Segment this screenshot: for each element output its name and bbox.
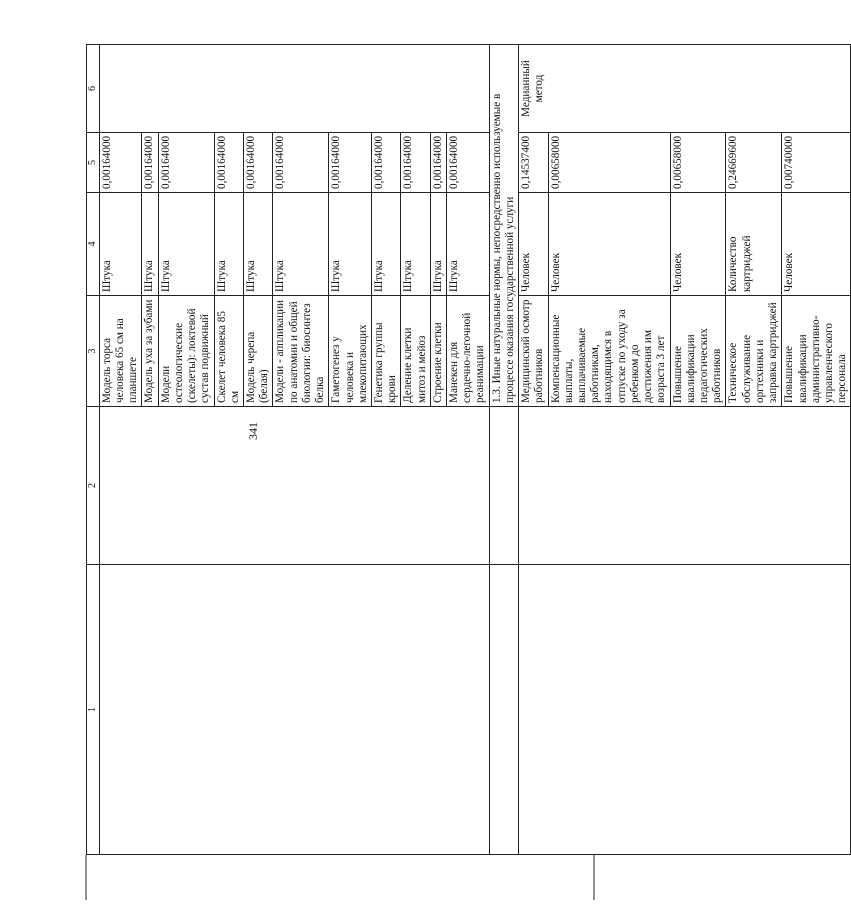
item-unit: Количество картриджей: [726, 193, 782, 296]
item-value: 0,00164000: [142, 133, 158, 193]
col6-cell: [99, 45, 489, 133]
item-name: Повышение квалификации педагогических работников: [670, 296, 726, 407]
column-header-1: 1: [87, 565, 100, 855]
column-header-2: 2: [87, 407, 100, 565]
section-col1-cell: [489, 565, 518, 855]
item-name: Гаметогенез у человека и млекопитающих: [329, 296, 372, 407]
item-name: Скелет человека 85 см: [214, 296, 243, 407]
item-value: 0,00164000: [371, 133, 400, 193]
item-name: Модель уха за зубами: [142, 296, 158, 407]
item-name: Модель черепа (белая): [243, 296, 272, 407]
item-unit: Человек: [670, 193, 726, 296]
section-title: 1.3. Иные натуральные нормы, непосредственно используемые в процессе оказания государственной услуги: [489, 45, 518, 407]
column-header-row: [87, 45, 100, 855]
section-row: [489, 45, 518, 855]
col1-cell: [99, 565, 489, 855]
item-name: Техническое обслуживание оргтехники и заправка картриджей: [726, 296, 782, 407]
item-unit: Штука: [329, 193, 372, 296]
col1-cell: [519, 565, 851, 855]
col2-cell: [519, 407, 851, 565]
col2-cell: [99, 407, 489, 565]
item-name: Генетика группы крови: [371, 296, 400, 407]
item-unit: Человек: [782, 193, 851, 296]
item-unit: Штука: [447, 193, 490, 296]
item-value: 0,00164000: [430, 133, 446, 193]
method-cell: Медианный метод: [519, 45, 851, 133]
item-value: 0,00164000: [329, 133, 372, 193]
item-value: 0,24669600: [726, 133, 782, 193]
item-name: Модели остеологические (скелеты): локтевой сустав подвижный: [158, 296, 214, 407]
item-value: 0,00740000: [782, 133, 851, 193]
item-name: Повышение квалификации административно-управленческого персонала: [782, 296, 851, 407]
norms-table: [86, 44, 851, 855]
item-value: 0,00164000: [401, 133, 430, 193]
item-name: Модель торса человека 65 см на планшете: [99, 296, 142, 407]
column-header-5: 5: [87, 133, 100, 193]
page-number: 341: [246, 422, 260, 440]
item-unit: Штука: [214, 193, 243, 296]
column-header-6: 6: [87, 45, 100, 133]
table-row: [519, 45, 548, 855]
section-col2-cell: [489, 407, 518, 565]
item-name: Медицинский осмотр работников: [519, 296, 548, 407]
item-unit: Человек: [519, 193, 548, 296]
item-name: Деление клетки митоз и мейоз: [401, 296, 430, 407]
item-value: 0,00164000: [243, 133, 272, 193]
item-unit: Штука: [158, 193, 214, 296]
item-value: 0,00164000: [273, 133, 329, 193]
item-name: Компенсационные выплаты, выплачиваемые работникам, находящимся в отпуске по уходу за ребенком до достижения им возраста 3 лет: [548, 296, 670, 407]
item-unit: Штука: [371, 193, 400, 296]
item-name: Модели - аппликации по анатомии и общей биологии: биосинтез белка: [273, 296, 329, 407]
item-value: 0,00164000: [158, 133, 214, 193]
item-unit: Штука: [273, 193, 329, 296]
item-unit: Штука: [430, 193, 446, 296]
item-value: 0,00164000: [447, 133, 490, 193]
item-unit: Штука: [99, 193, 142, 296]
column-header-4: 4: [87, 193, 100, 296]
item-unit: Штука: [243, 193, 272, 296]
item-value: 0,00164000: [214, 133, 243, 193]
item-name: Манекен для сердечно-легочной реанимации: [447, 296, 490, 407]
item-name: Строение клетки: [430, 296, 446, 407]
rotated-table-wrapper: [86, 45, 849, 855]
item-value: 0,00164000: [99, 133, 142, 193]
item-unit: Человек: [548, 193, 670, 296]
item-unit: Штука: [142, 193, 158, 296]
item-value: 0,00658000: [548, 133, 670, 193]
item-unit: Штука: [401, 193, 430, 296]
table-row: [99, 45, 142, 855]
item-value: 0,14537400: [519, 133, 548, 193]
item-value: 0,00658000: [670, 133, 726, 193]
column-header-3: 3: [87, 296, 100, 407]
